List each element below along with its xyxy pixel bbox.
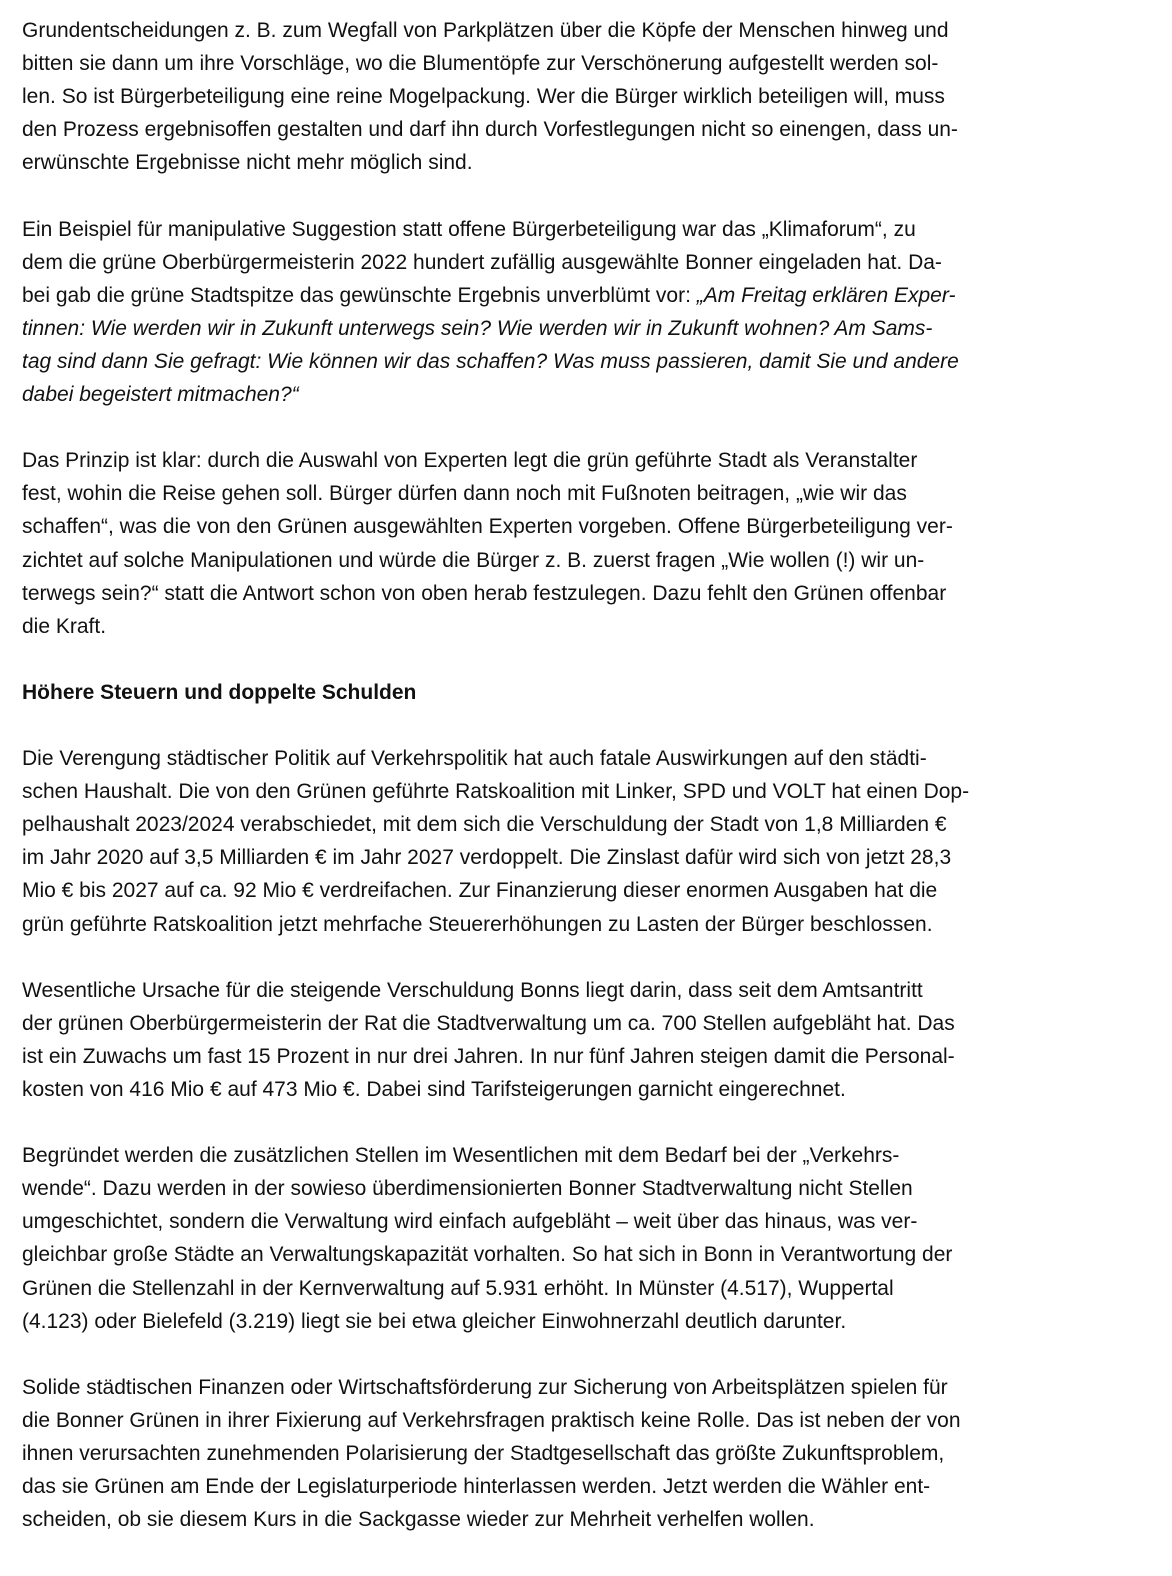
document-body bbox=[22, 14, 1122, 1536]
line-text: Grundentscheidungen z. B. zum Wegfall von Parkplätzen über die Köpfe der Menschen hinweg und bbox=[22, 19, 949, 42]
quote-text: dabei begeistert mitmachen?“ bbox=[22, 383, 299, 407]
text-line bbox=[22, 1437, 1122, 1470]
text-line bbox=[22, 1238, 1122, 1271]
text-line bbox=[22, 1139, 1122, 1172]
text-line bbox=[22, 874, 1122, 907]
line-text: Grünen die Stellenzahl in der Kernverwaltung auf 5.931 erhöht. In Münster (4.517), Wuppertal bbox=[22, 1276, 894, 1300]
paragraph-gap bbox=[22, 1338, 1122, 1371]
text-line bbox=[22, 1470, 1122, 1503]
text-line bbox=[22, 610, 1122, 643]
paragraph-gap bbox=[22, 643, 1122, 676]
line-text: kosten von 416 Mio € auf 473 Mio €. Dabei sind Tarifsteigerungen garnicht eingerechnet. bbox=[22, 1078, 846, 1101]
text-line bbox=[22, 14, 1122, 47]
paragraph-gap bbox=[22, 179, 1122, 212]
text-line bbox=[22, 1272, 1122, 1305]
quote-text: tinnen: Wie werden wir in Zukunft unterwegs sein? Wie werden wir in Zukunft wohnen? Am Sams- bbox=[22, 316, 933, 340]
text-line bbox=[22, 378, 1122, 411]
line-text: die Kraft. bbox=[22, 614, 107, 638]
line-text: Solide städtischen Finanzen oder Wirtschaftsförderung zur Sicherung von Arbeitsplätzen spielen für bbox=[22, 1375, 948, 1399]
line-text: Das Prinzip ist klar: durch die Auswahl von Experten legt die grün geführte Stadt als Veranstalter bbox=[22, 449, 918, 473]
line-text: grün geführte Ratskoalition jetzt mehrfache Steuererhöhungen zu Lasten der Bürger beschlossen. bbox=[22, 912, 933, 936]
line-text: Mio € bis 2027 auf ca. 92 Mio € verdreifachen. Zur Finanzierung dieser enormen Ausgaben hat die bbox=[22, 879, 938, 903]
line-text: ihnen verursachten zunehmenden Polarisierung der Stadtgesellschaft das größte Zukunftsproblem, bbox=[22, 1442, 945, 1466]
text-line bbox=[22, 80, 1122, 113]
text-line bbox=[22, 1007, 1122, 1040]
text-line bbox=[22, 1040, 1122, 1073]
line-text: der grünen Oberbürgermeisterin der Rat die Stadtverwaltung um ca. 700 Stellen aufgebläht hat. Das bbox=[22, 1011, 955, 1035]
line-text: im Jahr 2020 auf 3,5 Milliarden € im Jahr 2027 verdoppelt. Die Zinslast dafür wird sich von jetzt 28,3 bbox=[22, 846, 952, 870]
line-text: bei gab die grüne Stadtspitze das gewünschte Ergebnis unverblümt vor: bbox=[22, 283, 697, 307]
line-text: erwünschte Ergebnisse nicht mehr möglich sind. bbox=[22, 151, 473, 175]
line-text: gleichbar große Städte an Verwaltungskapazität vorhalten. So hat sich in Bonn in Verantwortung der bbox=[22, 1243, 953, 1267]
line-text: das sie Grünen am Ende der Legislaturperiode hinterlassen werden. Jetzt werden die Wähler ent- bbox=[22, 1475, 931, 1499]
paragraph bbox=[22, 974, 1122, 1106]
text-line bbox=[22, 510, 1122, 543]
quote-text: „Am Freitag erklären Exper- bbox=[696, 283, 956, 307]
line-text: schen Haushalt. Die von den Grünen geführte Ratskoalition mit Linker, SPD und VOLT hat einen Dop- bbox=[22, 780, 970, 804]
text-line bbox=[22, 775, 1122, 808]
text-line bbox=[22, 1172, 1122, 1205]
paragraph bbox=[22, 1139, 1122, 1338]
text-line bbox=[22, 477, 1122, 510]
text-line bbox=[22, 1404, 1122, 1437]
line-text: bitten sie dann um ihre Vorschläge, wo die Blumentöpfe zur Verschönerung aufgestellt werden sol- bbox=[22, 52, 939, 76]
line-text: Begründet werden die zusätzlichen Stellen im Wesentlichen mit dem Bedarf bei der „Verkehrs- bbox=[22, 1144, 900, 1168]
paragraph bbox=[22, 742, 1122, 941]
text-line bbox=[22, 444, 1122, 477]
text-line bbox=[22, 1073, 1122, 1106]
line-text: umgeschichtet, sondern die Verwaltung wird einfach aufgebläht – weit über das hinaus, was ver- bbox=[22, 1210, 918, 1234]
text-line bbox=[22, 544, 1122, 577]
line-text: fest, wohin die Reise gehen soll. Bürger dürfen dann noch mit Fußnoten beitragen, „wie wir das bbox=[22, 482, 907, 506]
text-line bbox=[22, 808, 1122, 841]
line-text: den Prozess ergebnisoffen gestalten und darf ihn durch Vorfestlegungen nicht so einengen, dass un- bbox=[22, 118, 958, 142]
text-line bbox=[22, 1305, 1122, 1338]
line-text: schaffen“, was die von den Grünen ausgewählten Experten vorgeben. Offene Bürgerbeteiligung ver- bbox=[22, 515, 953, 539]
line-text: pelhaushalt 2023/2024 verabschiedet, mit dem sich die Verschuldung der Stadt von 1,8 Milliarden € bbox=[22, 813, 947, 837]
paragraph bbox=[22, 14, 1122, 179]
line-text: Höhere Steuern und doppelte Schulden bbox=[22, 680, 417, 704]
text-line bbox=[22, 146, 1122, 179]
text-line bbox=[22, 1371, 1122, 1404]
text-line bbox=[22, 246, 1122, 279]
text-line bbox=[22, 742, 1122, 775]
text-line bbox=[22, 312, 1122, 345]
line-text: zichtet auf solche Manipulationen und würde die Bürger z. B. zuerst fragen „Wie wollen (!) wir un- bbox=[22, 548, 925, 572]
line-text: wende“. Dazu werden in der sowieso überdimensionierten Bonner Stadtverwaltung nicht Stellen bbox=[22, 1177, 913, 1201]
line-text: Ein Beispiel für manipulative Suggestion statt offene Bürgerbeteiligung war das „Klimaforum“, zu bbox=[22, 217, 916, 241]
line-text: dem die grüne Oberbürgermeisterin 2022 hundert zufällig ausgewählte Bonner eingeladen hat. Da- bbox=[22, 250, 942, 274]
line-text: terwegs sein?“ statt die Antwort schon von oben herab festzulegen. Dazu fehlt den Grünen offenbar bbox=[22, 581, 947, 605]
text-line bbox=[22, 213, 1122, 246]
line-text: Wesentliche Ursache für die steigende Verschuldung Bonns liegt darin, dass seit dem Amtsantritt bbox=[22, 978, 923, 1002]
text-line bbox=[22, 1205, 1122, 1238]
section-heading bbox=[22, 676, 1122, 709]
text-line bbox=[22, 676, 1122, 709]
line-text: die Bonner Grünen in ihrer Fixierung auf Verkehrsfragen praktisch keine Rolle. Das ist neben der von bbox=[22, 1408, 961, 1432]
line-text: Die Verengung städtischer Politik auf Verkehrspolitik hat auch fatale Auswirkungen auf den städti- bbox=[22, 747, 927, 771]
text-line bbox=[22, 47, 1122, 80]
text-line bbox=[22, 345, 1122, 378]
text-line bbox=[22, 113, 1122, 146]
line-text: scheiden, ob sie diesem Kurs in die Sackgasse wieder zur Mehrheit verhelfen wollen. bbox=[22, 1508, 815, 1532]
line-text: ist ein Zuwachs um fast 15 Prozent in nur drei Jahren. In nur fünf Jahren steigen damit die Personal- bbox=[22, 1044, 955, 1068]
paragraph-gap bbox=[22, 1106, 1122, 1139]
text-line bbox=[22, 841, 1122, 874]
text-line bbox=[22, 577, 1122, 610]
text-line bbox=[22, 974, 1122, 1007]
line-text: (4.123) oder Bielefeld (3.219) liegt sie bei etwa gleicher Einwohnerzahl deutlich darunter. bbox=[22, 1309, 847, 1333]
paragraph-gap bbox=[22, 411, 1122, 444]
line-text: len. So ist Bürgerbeteiligung eine reine Mogelpackung. Wer die Bürger wirklich beteiligen will, muss bbox=[22, 85, 945, 109]
text-line bbox=[22, 908, 1122, 941]
quote-text: tag sind dann Sie gefragt: Wie können wir das schaffen? Was muss passieren, damit Sie und andere bbox=[22, 349, 959, 373]
text-line bbox=[22, 279, 1122, 312]
paragraph-gap bbox=[22, 709, 1122, 742]
paragraph bbox=[22, 213, 1122, 412]
paragraph bbox=[22, 444, 1122, 643]
paragraph bbox=[22, 1371, 1122, 1536]
paragraph-gap bbox=[22, 941, 1122, 974]
text-line bbox=[22, 1503, 1122, 1536]
